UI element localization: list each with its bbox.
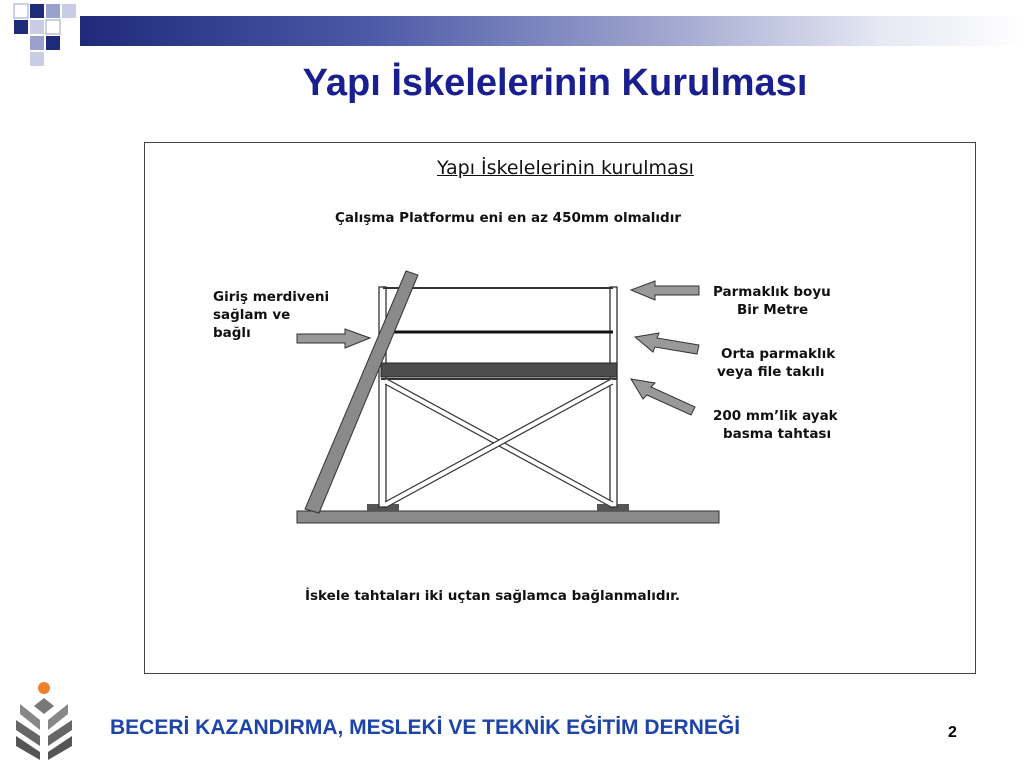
decorative-squares-icon: [0, 0, 90, 70]
bottom-note: İskele tahtaları iki uçtan sağlamca bağlanmalıdır.: [305, 588, 680, 604]
header-gradient-bar: [80, 16, 1024, 46]
platform-note: Çalışma Platformu eni en az 450mm olmalıdır: [335, 210, 681, 226]
upright-right: [610, 287, 617, 507]
working-platform: [381, 363, 617, 377]
page-number: 2: [948, 724, 957, 741]
arrow-icon: [631, 379, 695, 415]
ground-slab: [297, 511, 719, 523]
scaffold-figure: [144, 142, 976, 674]
figure-title: Yapı İskelelerinin kurulması: [437, 157, 694, 179]
guardrail-label: Parmaklık boyu Bir Metre: [713, 284, 831, 318]
slide-title: Yapı İskelelerinin Kurulması: [302, 62, 808, 104]
arrow-icon: [635, 333, 699, 354]
midrail-label: Orta parmaklık veya file takılı: [717, 346, 836, 380]
ladder-label: Giriş merdiveni sağlam ve bağlı: [213, 289, 330, 341]
organization-logo-icon: [10, 680, 88, 762]
footer-organization-name: BECERİ KAZANDIRMA, MESLEKİ VE TEKNİK EĞİTİM DERNEĞİ: [110, 716, 741, 739]
arrow-icon: [631, 281, 699, 300]
toeboard-label: 200 mm’lik ayak basma tahtası: [713, 408, 838, 442]
